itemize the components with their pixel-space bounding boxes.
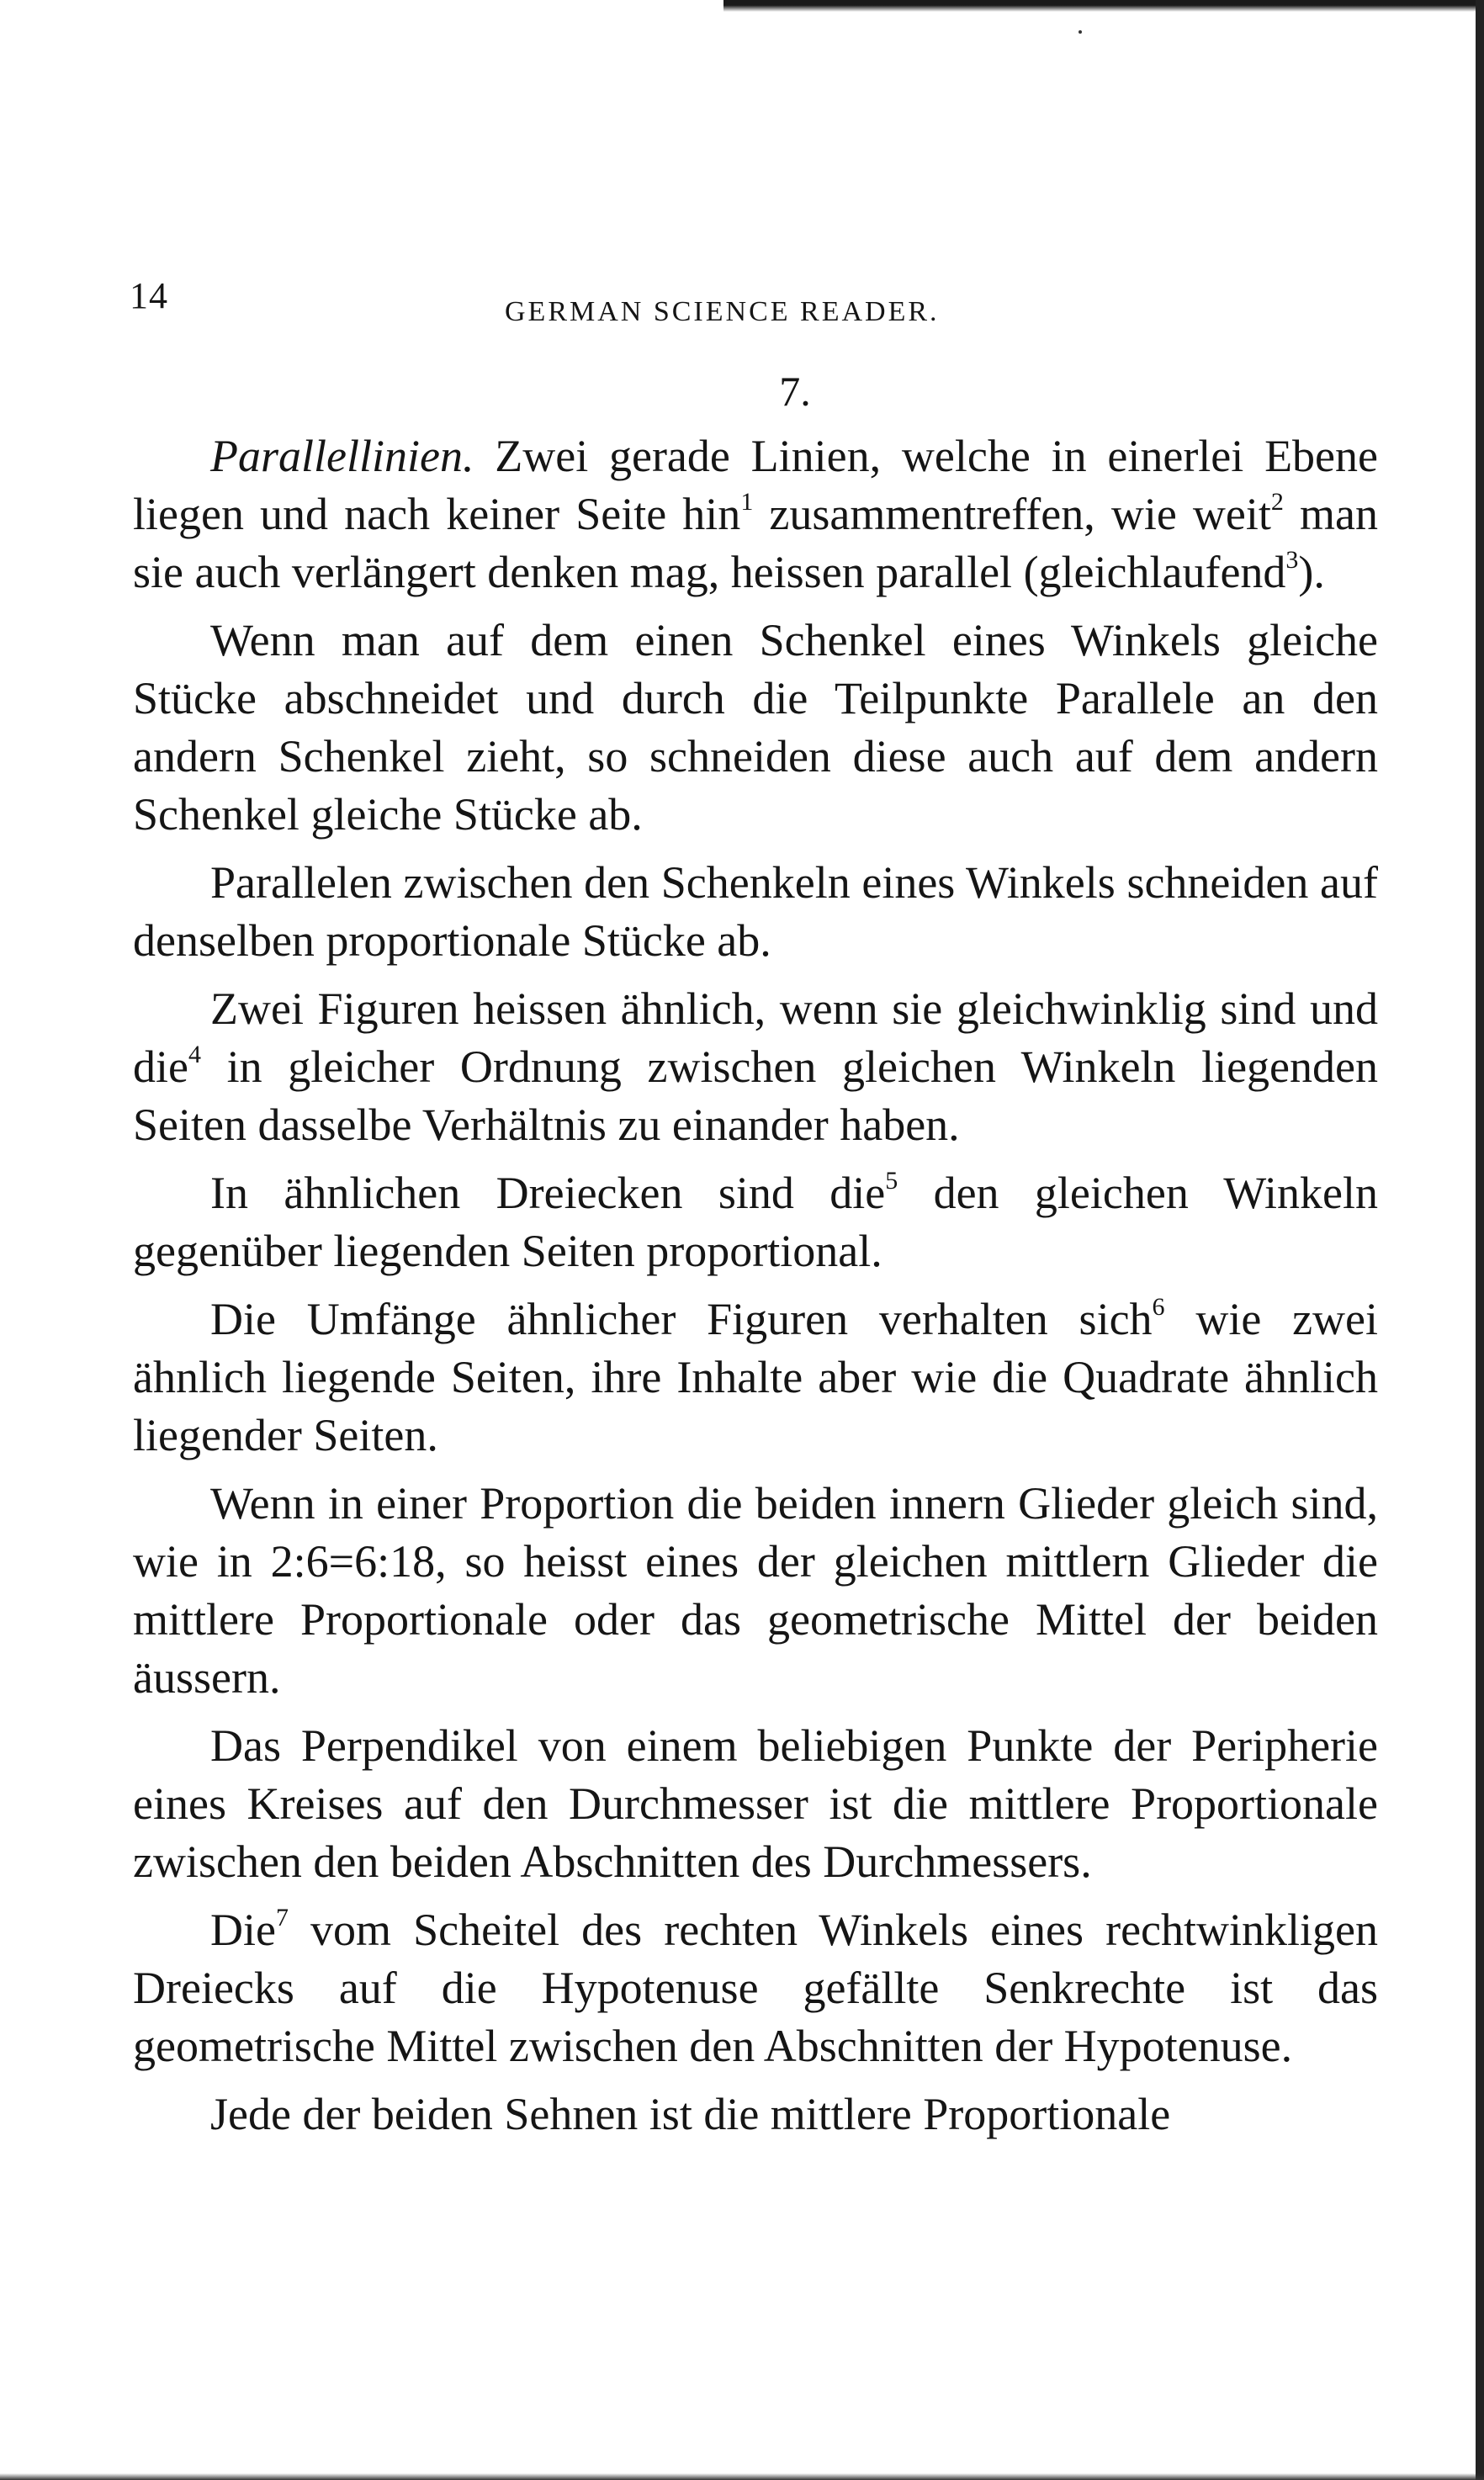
text-segment: wie zwei ähnlich liegende Seiten, ihre Inhalte aber wie die Quadrate ähnlich liegender Seiten. [133,1294,1379,1460]
body-text [133,427,1378,2154]
paragraph-lead-term: Parallellinien. [210,431,474,481]
text-segment: Parallelen zwischen den Schenkeln eines Winkels schneiden auf denselben proportionale Stücke ab. [133,857,1378,966]
paragraph-perpendikel [133,1717,1378,1891]
paragraph-senkrechte [133,1901,1378,2075]
page-number: 14 [130,275,168,316]
footnote-ref: 4 [188,1041,201,1068]
footnote-ref: 1 [740,488,754,516]
footnote-ref: 5 [885,1167,898,1195]
paragraph-sehnen [133,2085,1378,2144]
scan-speck [1079,30,1082,34]
text-segment: Die Umfänge ähnlicher Figuren verhalten sich [210,1294,1153,1344]
text-segment: man sie auch verlängert denken mag, heissen parallel (gleichlaufend [133,489,1378,597]
text-segment: Zwei Figuren heissen ähnlich, wenn sie gleichwinklig sind und die [133,983,1378,1092]
text-segment: zusammentreffen, wie weit [753,489,1271,539]
page-edge-top [723,0,1484,12]
footnote-ref: 7 [275,1904,289,1932]
paragraph-schenkel-stuecke [133,612,1378,844]
text-segment: Wenn man auf dem einen Schenkel eines Winkels gleiche Stücke abschneidet und durch die Teilpunkte Parallele an den andern Schenkel zieht, so schneiden diese auch auf dem andern Schenkel gleiche Stücke ab. [133,615,1378,840]
text-segment: In ähnlichen Dreiecken sind die [210,1168,886,1218]
running-head: GERMAN SCIENCE READER. [505,296,940,327]
paragraph-umfaenge [133,1290,1378,1465]
text-segment: Das Perpendikel von einem beliebigen Punkte der Peripherie eines Kreises auf den Durchmesser ist die mittlere Proportionale zwischen den beiden Abschnitten des Durchmessers. [133,1720,1378,1887]
section-number: 7. [779,368,811,415]
text-segment: in gleicher Ordnung zwischen gleichen Winkeln liegenden Seiten dasselbe Verhältnis zu einander haben. [133,1041,1378,1150]
footnote-ref: 6 [1152,1293,1165,1321]
paragraph-aehnliche-figuren [133,980,1378,1154]
paragraph-proportion [133,1475,1378,1707]
text-segment: Jede der beiden Sehnen ist die mittlere Proportionale [210,2089,1171,2139]
paragraph-aehnliche-dreiecke [133,1164,1378,1280]
paragraph-parallelen [133,854,1378,970]
footnote-ref: 3 [1285,546,1299,574]
text-segment: vom Scheitel des rechten Winkels eines rechtwinkligen Dreiecks auf die Hypotenuse gefällte Senkrechte ist das geometrische Mittel zwischen den Abschnitten der Hypotenuse. [133,1905,1378,2071]
text-segment: Die [210,1905,276,1955]
text-segment: ). [1298,547,1325,597]
paragraph-parallellinien [133,427,1378,601]
page-edge-bottom [0,2473,1484,2480]
footnote-ref: 2 [1270,488,1284,516]
text-segment: den gleichen Winkeln gegenüber liegenden Seiten proportional. [133,1168,1379,1276]
text-segment: Wenn in einer Proportion die beiden innern Glieder gleich sind, wie in 2:6=6:18, so heisst eines der gleichen mittlern Glieder die mittlere Proportionale oder das geometrische Mittel der beiden äussern. [133,1478,1378,1703]
text-segment: Zwei gerade Linien, welche in einerlei Ebene liegen und nach keiner Seite hin [133,431,1378,539]
